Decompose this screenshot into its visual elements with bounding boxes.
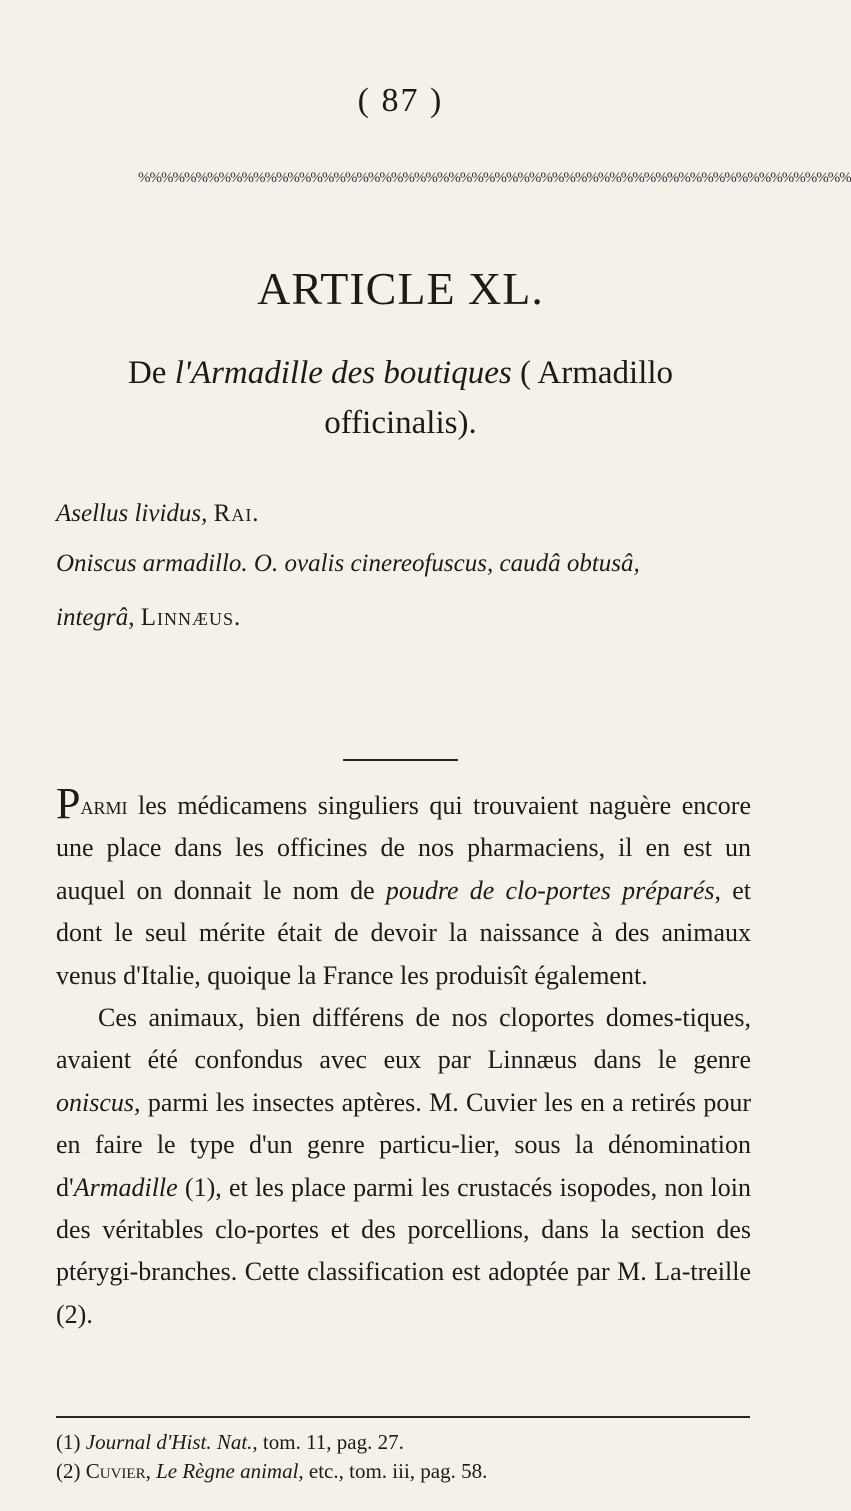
page-number: ( 87 ): [357, 82, 444, 119]
ornamental-divider: %%%%%%%%%%%%%%%%%%%%%%%%%%%%%%%%%%%%%%%%%%%%%%%%%%%%%%%%%%%%%%: [138, 170, 851, 186]
footnote-source: Journal d'Hist. Nat.: [85, 1430, 253, 1454]
footnote-mark: (2): [56, 1459, 86, 1483]
paragraph-italic: poudre de clo-portes préparés: [385, 875, 715, 905]
paragraph-italic: Armadille: [73, 1172, 178, 1202]
paragraph-1: [56, 779, 751, 997]
article-subtitle: [60, 348, 741, 448]
paragraph-2: [56, 997, 751, 1336]
drop-cap: P: [56, 779, 81, 828]
subtitle-italic: l'Armadille des boutiques: [174, 355, 512, 391]
subtitle-prefix: De: [127, 355, 175, 391]
separator-rule: [343, 759, 458, 761]
synonym-author: Rai.: [213, 500, 260, 527]
footnote-source: Le Règne animal: [156, 1459, 299, 1483]
paragraph-text: (1), et les place parmi les crustacés isopodes, non loin des véritables clo-portes et des porcellions, dans la section des ptérygi-branches. Cette classification est adoptée par M. La-treille (2).: [56, 1172, 751, 1329]
paragraph-text: Ces animaux, bien différens de nos cloportes domes-tiques, avaient été confondus avec eux par Linnæus dans le genre: [56, 1003, 751, 1075]
footnote-rest: , etc., tom. iii, pag. 58.: [298, 1459, 488, 1483]
synonym-line-1: [56, 500, 756, 528]
paragraph-italic: oniscus,: [56, 1087, 141, 1117]
footnote-1: [56, 1428, 756, 1457]
subtitle-suffix: ( Armadillo officinalis).: [324, 355, 674, 441]
footnote-mark: (1): [56, 1430, 86, 1454]
paragraph-text: , et dont le seul mérite était de devoir la naissance à des animaux venus d'Italie, quoique la France les produisît également.: [56, 875, 751, 990]
footnote-rest: , tom. 11, pag. 27.: [252, 1430, 404, 1454]
synonym-author: Linnæus.: [140, 604, 242, 631]
footnote-rule: [56, 1416, 750, 1418]
synonym-line-2: [56, 550, 756, 578]
synonym-text: Oniscus armadillo. O. ovalis cinereofuscus, caudâ obtusâ,: [56, 550, 640, 577]
footnotes: [56, 1428, 756, 1486]
synonym-text: integrâ,: [56, 604, 141, 631]
synonym-text: Asellus lividus,: [56, 500, 214, 527]
paragraph-text: parmi les insectes aptères. M. Cuvier les en a retirés pour en faire le type d'un genre particu-lier, sous la dénomination d': [56, 1087, 751, 1202]
article-body: [56, 779, 751, 1336]
article-title: ARTICLE XL.: [257, 263, 544, 314]
footnote-author: Cuvier: [85, 1459, 146, 1483]
synonym-line-3: [56, 604, 756, 632]
first-word-smallcaps: armi: [80, 791, 128, 820]
footnote-2: (2) Cuvier, Le Règne animal, etc., tom. iii, pag. 58.: [56, 1459, 488, 1483]
paragraph-text: les médicamens singuliers qui trouvaient naguère encore une place dans les officines de nos pharmaciens, il en est un auquel on donnait le nom de: [56, 791, 751, 905]
